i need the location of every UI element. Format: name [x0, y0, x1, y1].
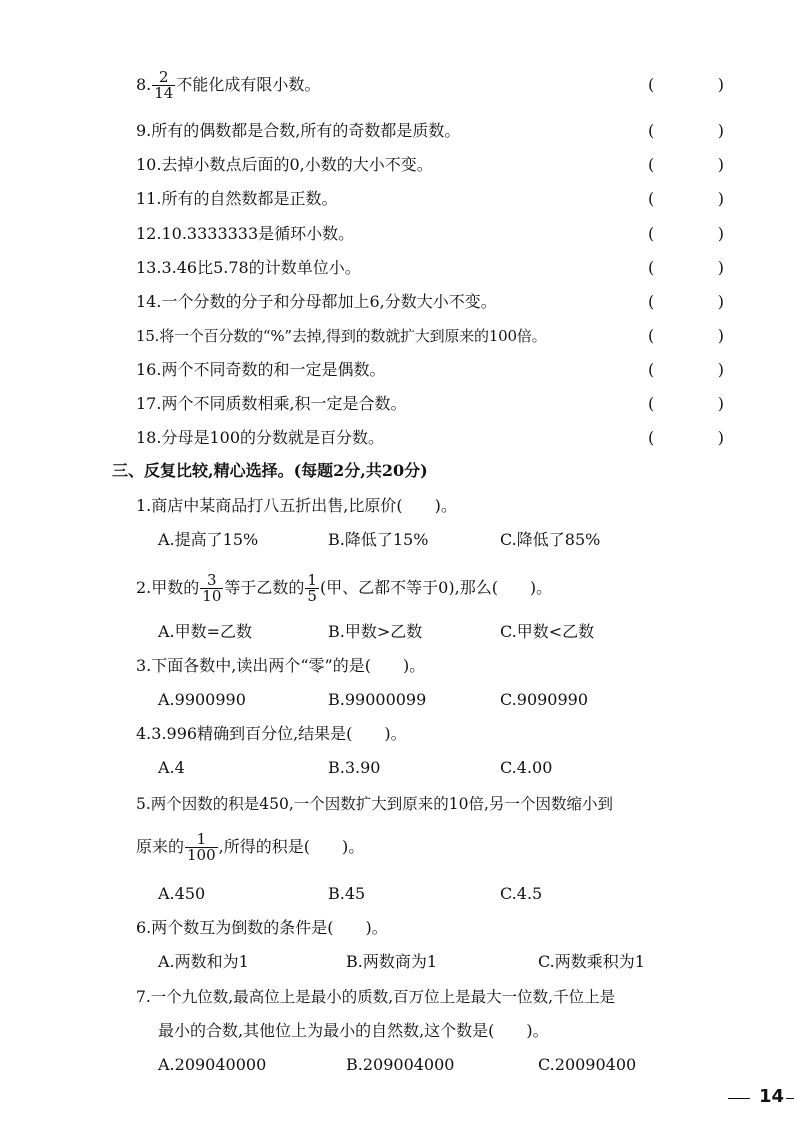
answer-blank[interactable]: ( ) [648, 428, 724, 447]
answer-blank[interactable]: ( ) [648, 394, 724, 413]
option-c[interactable]: C.20090400 [538, 1055, 637, 1074]
judgment-item-9: 9.所有的偶数都是合数,所有的奇数都是质数。 ( ) [0, 116, 794, 146]
option-c[interactable]: C.4.5 [500, 884, 543, 903]
choice-question-5-cont: 原来的 $\frac{1}{100}$ ,所得的积是( )。 [136, 830, 365, 864]
option-c[interactable]: C.降低了85% [500, 530, 601, 549]
option-c[interactable]: C.甲数<乙数 [500, 622, 595, 641]
option-a[interactable]: A.4 [158, 758, 185, 777]
option-a[interactable]: A.甲数=乙数 [158, 622, 253, 641]
answer-blank[interactable]: ( ) [648, 326, 724, 345]
choice-options-7 [0, 1050, 794, 1080]
choice-options-4 [0, 753, 794, 783]
choice-question-7-cont: 最小的合数,其他位上为最小的自然数,这个数是( )。 [158, 1021, 549, 1040]
judgment-item-15: 15.将一个百分数的“%”去掉,得到的数就扩大到原来的100倍。 ( ) [0, 321, 794, 351]
option-b[interactable]: B.45 [328, 884, 366, 903]
page-number-dash [728, 1098, 750, 1099]
option-a[interactable]: A.两数和为1 [158, 952, 249, 971]
choice-question-2: 2.甲数的 $\frac{3}{10}$ 等于乙数的 $\frac{1}{5}$ (甲、乙都不等于0),那么( )。 [136, 571, 553, 605]
choice-options-3 [0, 685, 794, 715]
fraction: $\frac{2}{14}$ [154, 68, 174, 102]
judgment-item-12: 12.10.3333333是循环小数。 ( ) [0, 219, 794, 249]
option-a[interactable]: A.450 [158, 884, 206, 903]
judgment-item-16: 16.两个不同奇数的和一定是偶数。 ( ) [0, 355, 794, 385]
answer-blank[interactable]: ( ) [648, 360, 724, 379]
choice-question-6: 6.两个数互为倒数的条件是( )。 [136, 918, 388, 937]
answer-blank[interactable]: ( ) [648, 258, 724, 277]
option-b[interactable]: B.两数商为1 [346, 952, 438, 971]
choice-question-4: 4.3.996精确到百分位,结果是( )。 [136, 724, 407, 743]
choice-options-1 [0, 525, 794, 555]
choice-question-1: 1.商店中某商品打八五折出售,比原价( )。 [136, 496, 457, 515]
item-text: 不能化成有限小数。 [176, 75, 321, 94]
judgment-item-11: 11.所有的自然数都是正数。 ( ) [0, 184, 794, 214]
fraction: $\frac{1}{5}$ [307, 571, 317, 605]
answer-blank[interactable]: ( ) [648, 189, 724, 208]
answer-blank[interactable]: ( ) [648, 121, 724, 140]
page-number: 14 [758, 1086, 784, 1107]
option-b[interactable]: B.3.90 [328, 758, 381, 777]
judgment-item-10: 10.去掉小数点后面的0,小数的大小不变。 ( ) [0, 150, 794, 180]
option-c[interactable]: C.4.00 [500, 758, 553, 777]
answer-blank[interactable]: ( ) [648, 224, 724, 243]
judgment-item-8 [0, 70, 794, 100]
judgment-item-13: 13.3.46比5.78的计数单位小。 ( ) [0, 253, 794, 283]
option-b[interactable]: B.209004000 [346, 1055, 455, 1074]
item-number: 8. [136, 75, 152, 94]
judgment-item-14: 14.一个分数的分子和分母都加上6,分数大小不变。 ( ) [0, 287, 794, 317]
choice-options-6 [0, 947, 794, 977]
fraction: $\frac{3}{10}$ [202, 571, 222, 605]
option-c[interactable]: C.9090990 [500, 690, 589, 709]
option-a[interactable]: A.209040000 [158, 1055, 267, 1074]
choice-question-7: 7.一个九位数,最高位上是最小的质数,百万位上是最大一位数,千位上是 [136, 988, 616, 1006]
choice-options-2 [0, 617, 794, 647]
judgment-item-18: 18.分母是100的分数就是百分数。 ( ) [0, 423, 794, 453]
answer-blank[interactable]: ( ) [648, 75, 724, 94]
choice-question-3: 3.下面各数中,读出两个“零”的是( )。 [136, 656, 426, 675]
fraction: $\frac{1}{100}$ [187, 830, 216, 864]
option-b[interactable]: B.99000099 [328, 690, 427, 709]
option-b[interactable]: B.甲数>乙数 [328, 622, 423, 641]
section-3-heading: 三、反复比较,精心选择。(每题2分,共20分) [112, 461, 428, 480]
choice-question-5: 5.两个因数的积是450,一个因数扩大到原来的10倍,另一个因数缩小到 [136, 795, 613, 813]
option-a[interactable]: A.9900990 [158, 690, 246, 709]
option-b[interactable]: B.降低了15% [328, 530, 429, 549]
page-number-dash-right [786, 1098, 794, 1099]
option-c[interactable]: C.两数乘积为1 [538, 952, 645, 971]
judgment-item-17: 17.两个不同质数相乘,积一定是合数。 ( ) [0, 389, 794, 419]
option-a[interactable]: A.提高了15% [158, 530, 259, 549]
answer-blank[interactable]: ( ) [648, 155, 724, 174]
answer-blank[interactable]: ( ) [648, 292, 724, 311]
choice-options-5 [0, 879, 794, 909]
